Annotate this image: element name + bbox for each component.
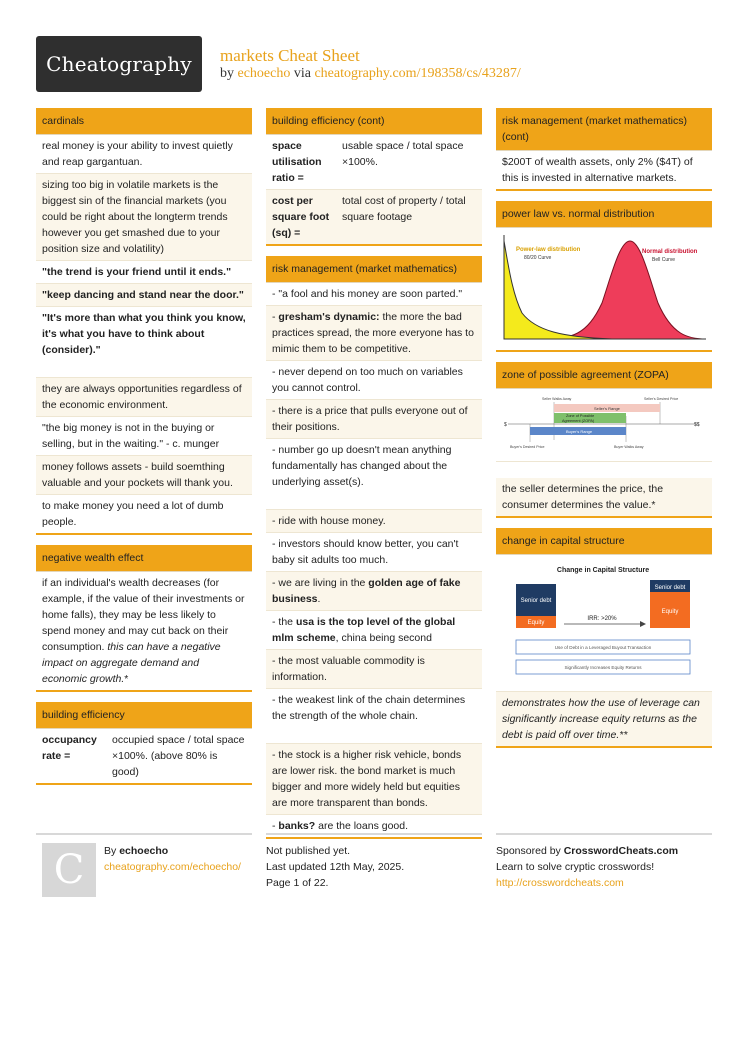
bold-text: usa is the top level of the global mlm scheme: [272, 616, 456, 644]
buyer-desired-label: Buyer's Desired Price: [510, 445, 545, 449]
zopa-diagram: [502, 394, 706, 456]
row-key: cost per square foot (sq) =: [272, 195, 330, 239]
quote-text: "It's more than what you think you know, it's what you have to think about (consider).": [42, 312, 246, 356]
list-item: - ride with house money.: [266, 510, 482, 533]
bold-text: golden age of fake business: [272, 577, 461, 605]
list-item: "the big money is not in the buying or selling, but in the waiting." - c. munger: [36, 417, 252, 456]
list-item: they are always opportunities regardless of the economic environment.: [36, 378, 252, 417]
footer-author: [36, 833, 252, 893]
cheatography-c-logo: [42, 843, 96, 897]
list-item: [266, 611, 482, 650]
power-law-chart: [502, 233, 706, 345]
logo-text: Cheatography: [46, 52, 192, 76]
page-title: markets Cheat Sheet: [220, 46, 360, 65]
section-title: building efficiency (cont): [266, 108, 482, 135]
leveraged-buyout-text: Use of Debt in a Leveraged Buyout Transaction: [554, 645, 652, 650]
section-risk-management-cont: [496, 108, 712, 191]
text-part: , china being second: [335, 632, 432, 644]
section-cardinals: [36, 108, 252, 535]
section-risk-management: [266, 256, 482, 839]
text-part: - the: [272, 616, 296, 628]
byline-via: via: [293, 66, 311, 81]
author-link[interactable]: echoecho: [237, 66, 291, 81]
sponsor-link[interactable]: http://crosswordcheats.com: [496, 877, 624, 889]
section-negative-wealth-effect: [36, 545, 252, 692]
last-updated-text: Last updated 12th May, 2025.: [266, 861, 405, 873]
zopa-label-1: Zone of Possible: [566, 414, 595, 418]
footer-status: [266, 833, 482, 891]
list-item: money follows assets - build soemthing valuable and your pockets will thank you.: [36, 456, 252, 495]
table-row: [36, 729, 252, 785]
power-law-sub: 80/20 Curve: [524, 255, 552, 261]
power-law-label: Power-law distribution: [516, 247, 581, 253]
text-part: -: [272, 311, 279, 323]
section-title: negative wealth effect: [36, 545, 252, 572]
list-item: $200T of wealth assets, only 2% ($4T) of this is invested in alternative markets.: [496, 151, 712, 191]
cheatography-logo[interactable]: [36, 36, 202, 92]
section-zopa: [496, 362, 712, 518]
section-title: risk management (market mathematics) (cont): [496, 108, 712, 151]
section-building-efficiency: [36, 702, 252, 785]
text-part: - the weakest link of the chain determines the strength of the whole chain.: [272, 694, 466, 722]
section-title: cardinals: [36, 108, 252, 135]
image-row: [496, 228, 712, 352]
footer-author-text: [104, 843, 252, 875]
bold-text: banks?: [278, 820, 316, 832]
section-capital-structure: [496, 528, 712, 748]
sponsor-name: CrosswordCheats.com: [563, 845, 679, 857]
image-row: [496, 389, 712, 462]
list-item: [36, 572, 252, 692]
list-item: real money is your ability to invest quietly and reap gargantuan.: [36, 135, 252, 174]
text-part: .: [317, 593, 321, 605]
text-part: the more the bad practices spread, the more everyone has to mimic them to be competitive.: [272, 311, 474, 355]
section-title: power law vs. normal distribution: [496, 201, 712, 228]
list-item: [266, 689, 482, 744]
equity-returns-text: Significantly Increases Equity Returns: [564, 665, 642, 670]
column-3: [496, 108, 712, 758]
footer-by: By: [104, 845, 117, 857]
list-item: [266, 439, 482, 510]
list-item: [36, 284, 252, 307]
image-row: [496, 555, 712, 692]
byline: [220, 66, 521, 82]
sheet-url-link[interactable]: cheatography.com/198358/cs/43287/: [314, 66, 521, 81]
italic-text: this can have a negative impact on aggregate demand and economic growth.: [42, 641, 221, 685]
zopa-label-2: Agreement (ZOPA): [562, 419, 595, 423]
low-price-sign: $: [504, 422, 507, 428]
seller-walk-label: Seller Walks Away: [542, 397, 572, 401]
seller-desired-label: Seller's Desired Price: [644, 397, 679, 401]
table-row: [266, 190, 482, 246]
irr-label: IRR: >20%: [587, 616, 617, 622]
footer-author-name: echoecho: [119, 845, 169, 857]
buyer-range-label: Buyer's Range: [566, 429, 593, 434]
italic-text: demonstrates how the use of leverage can significantly increase equity returns as the debt is paid off over time.**: [502, 697, 700, 741]
list-item: - "a fool and his money are soon parted.": [266, 283, 482, 306]
section-title: zone of possible agreement (ZOPA): [496, 362, 712, 389]
list-item: - the stock is a higher risk vehicle, bonds are lower risk. the bond market is much bigger and more widely held but equities are more transparent than bonds.: [266, 744, 482, 815]
text-part: -: [272, 820, 279, 832]
section-title: risk management (market mathematics): [266, 256, 482, 283]
list-item: - never depend on too much on variables you cannot control.: [266, 361, 482, 400]
equity-left-label: Equity: [527, 620, 545, 626]
sponsored-by: Sponsored by: [496, 845, 561, 857]
list-item: sizing too big in volatile markets is the biggest sin of the financial markets (you could be right about the longterm trends however you get smashed due to your position size and volatility): [36, 174, 252, 261]
list-item: [266, 306, 482, 361]
high-price-sign: $$: [694, 422, 700, 428]
quote-text: "keep dancing and stand near the door.": [42, 289, 244, 301]
c-letter: C: [53, 847, 85, 893]
row-key: occupancy rate =: [42, 734, 97, 762]
page-number-text: Page 1 of 22.: [266, 877, 329, 889]
row-value: usable space / total space ×100%.: [342, 140, 464, 168]
byline-by: by: [220, 66, 234, 81]
senior-debt-right-label: Senior debt: [654, 585, 686, 591]
list-item: - the most valuable commodity is information.: [266, 650, 482, 689]
footer-author-link[interactable]: cheatography.com/echoecho/: [104, 861, 241, 873]
list-item: the seller determines the price, the consumer determines the value.*: [496, 478, 712, 518]
section-title: building efficiency: [36, 702, 252, 729]
section-power-law: [496, 201, 712, 352]
text-part: are the loans good.: [315, 820, 409, 832]
seller-range-label: Seller's Range: [594, 406, 620, 411]
list-item: - there is a price that pulls everyone out of their positions.: [266, 400, 482, 439]
buyer-walk-label: Buyer Walks Away: [614, 445, 644, 449]
normal-label: Normal distribution: [642, 249, 698, 255]
body-text: if an individual's wealth decreases (for example, if the value of their investments or home falls), they may be less likely to spend money and may cut back on their consumption.: [42, 577, 245, 653]
list-item: [266, 572, 482, 611]
table-row: [266, 135, 482, 190]
text-part: - we are living in the: [272, 577, 369, 589]
list-item: [36, 261, 252, 284]
text-part: - number go up doesn't mean anything fundamentally has changed about the underlying asset(s).: [272, 444, 452, 488]
list-item: - investors should know better, you can't baby sit adults too much.: [266, 533, 482, 572]
section-title: change in capital structure: [496, 528, 712, 555]
list-item: [496, 692, 712, 748]
section-building-efficiency-cont: [266, 108, 482, 246]
quote-text: "the trend is your friend until it ends.": [42, 266, 232, 278]
capital-structure-diagram: [502, 560, 706, 686]
row-value: total cost of property / total square footage: [342, 195, 466, 223]
bold-text: gresham's dynamic:: [278, 311, 380, 323]
sponsor-tagline: Learn to solve cryptic crosswords!: [496, 861, 655, 873]
equity-right-label: Equity: [661, 609, 679, 615]
list-item: to make money you need a lot of dumb people.: [36, 495, 252, 535]
senior-debt-left-label: Senior debt: [520, 598, 552, 604]
sponsored-line: [496, 843, 712, 859]
column-2: [266, 108, 482, 849]
row-key: space utilisation ratio =: [272, 140, 322, 184]
footer-sponsor: [496, 833, 712, 891]
list-item: [36, 307, 252, 378]
row-value: occupied space / total space ×100%. (above 80% is good): [112, 734, 245, 778]
column-1: [36, 108, 252, 795]
capital-chart-title: Change in Capital Structure: [556, 567, 650, 574]
footnote-star: *: [124, 673, 129, 685]
not-published-text: Not published yet.: [266, 845, 351, 857]
normal-sub: Bell Curve: [652, 257, 676, 263]
footer-by-line: [104, 843, 252, 859]
